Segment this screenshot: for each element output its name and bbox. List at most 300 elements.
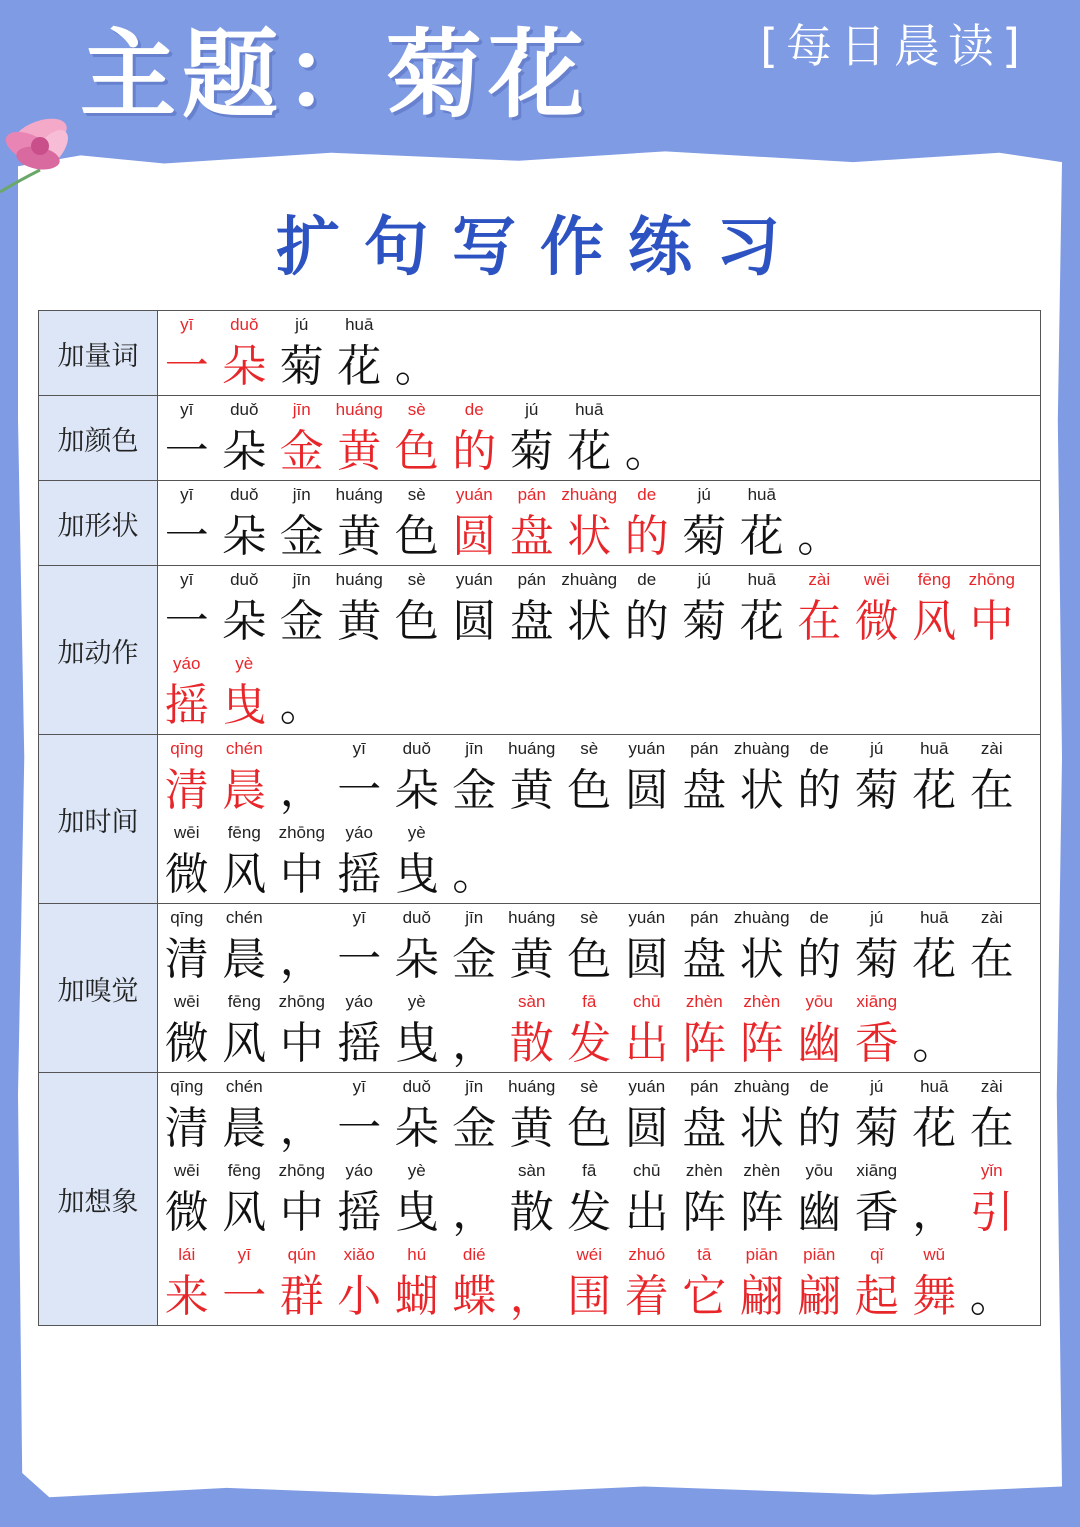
- pinyin: zhèn: [685, 992, 723, 1011]
- hanzi-with-pinyin: [503, 988, 561, 1072]
- pinyin: zhèn: [685, 1161, 723, 1180]
- hanzi: 。: [624, 426, 669, 477]
- pinyin: yōu: [805, 992, 833, 1011]
- hanzi: 色: [567, 1103, 612, 1154]
- hanzi: 菊: [509, 426, 554, 477]
- hanzi-with-pinyin: [503, 481, 561, 565]
- hanzi: 微: [164, 1018, 209, 1069]
- hanzi: 小: [337, 1271, 382, 1322]
- pinyin: tā: [697, 1245, 712, 1264]
- hanzi: 。: [279, 680, 324, 731]
- punctuation: [273, 735, 331, 819]
- hanzi-with-pinyin: [791, 1073, 849, 1157]
- pinyin: [446, 819, 504, 847]
- hanzi: 着: [624, 1271, 669, 1322]
- hanzi: 引: [969, 1187, 1014, 1238]
- pinyin: chén: [225, 908, 263, 927]
- pinyin: yī: [352, 1077, 366, 1096]
- pinyin: yè: [407, 1161, 426, 1180]
- hanzi-with-pinyin: [848, 904, 906, 988]
- expansion-table: [38, 310, 1041, 1326]
- hanzi: 色: [567, 765, 612, 816]
- hanzi-with-pinyin: [216, 1073, 274, 1157]
- pinyin: jú: [870, 739, 884, 758]
- pinyin: xiāng: [856, 992, 898, 1011]
- hanzi: 在: [797, 596, 842, 647]
- hanzi: 微: [164, 849, 209, 900]
- hanzi: 花: [912, 1103, 957, 1154]
- hanzi: 中: [279, 1018, 324, 1069]
- hanzi-with-pinyin: [273, 396, 331, 480]
- punctuation: [906, 1157, 964, 1241]
- pinyin: yáo: [345, 1161, 373, 1180]
- hanzi: 在: [969, 765, 1014, 816]
- hanzi: 散: [509, 1018, 554, 1069]
- punctuation: [446, 1157, 504, 1241]
- hanzi-with-pinyin: [331, 1073, 389, 1157]
- pinyin: huā: [345, 315, 374, 334]
- hanzi: 花: [739, 596, 784, 647]
- hanzi-with-pinyin: [388, 1073, 446, 1157]
- hanzi: 风: [222, 849, 267, 900]
- hanzi: 朵: [222, 426, 267, 477]
- pinyin: pán: [690, 739, 719, 758]
- pinyin: wēi: [863, 570, 890, 589]
- hanzi-with-pinyin: [216, 650, 274, 734]
- pinyin: wēi: [173, 992, 200, 1011]
- pinyin: lái: [178, 1245, 196, 1264]
- hanzi-with-pinyin: [446, 904, 504, 988]
- hanzi: 的: [797, 934, 842, 985]
- hanzi: 色: [394, 511, 439, 562]
- pinyin: fēng: [917, 570, 951, 589]
- hanzi: 蝴: [394, 1271, 439, 1322]
- pinyin: pán: [517, 485, 546, 504]
- pinyin: yī: [180, 485, 194, 504]
- hanzi: 摇: [337, 1018, 382, 1069]
- pinyin: [906, 988, 964, 1016]
- hanzi: 状: [739, 1103, 784, 1154]
- pinyin: sè: [407, 485, 426, 504]
- hanzi: ，: [509, 1271, 554, 1322]
- hanzi-with-pinyin: [561, 1241, 619, 1325]
- pinyin: huáng: [508, 739, 556, 758]
- pinyin: yī: [180, 315, 194, 334]
- hanzi: 金: [279, 596, 324, 647]
- hanzi: 盘: [509, 596, 554, 647]
- sentence-line: [158, 819, 1040, 903]
- hanzi-with-pinyin: [561, 988, 619, 1072]
- hanzi-with-pinyin: [273, 1157, 331, 1241]
- hanzi: 朵: [222, 511, 267, 562]
- hanzi-with-pinyin: [503, 904, 561, 988]
- hanzi-with-pinyin: [503, 735, 561, 819]
- pinyin: qīng: [170, 908, 204, 927]
- hanzi-with-pinyin: [618, 481, 676, 565]
- hanzi: 菊: [854, 1103, 899, 1154]
- pinyin: [273, 650, 331, 678]
- pinyin: zhōng: [278, 1161, 325, 1180]
- hanzi-with-pinyin: [963, 735, 1021, 819]
- pinyin: [963, 1241, 1021, 1269]
- pinyin: fēng: [227, 992, 261, 1011]
- table-row: [39, 735, 1041, 904]
- pinyin: huā: [920, 739, 949, 758]
- pinyin: huáng: [508, 908, 556, 927]
- punctuation: [791, 481, 849, 565]
- hanzi: 摇: [337, 1187, 382, 1238]
- hanzi: 曳: [394, 1187, 439, 1238]
- pinyin: jú: [870, 908, 884, 927]
- hanzi: 一: [164, 511, 209, 562]
- sentence-cell: [158, 1073, 1041, 1326]
- hanzi: 朵: [222, 596, 267, 647]
- hanzi: 清: [164, 765, 209, 816]
- pinyin: xiǎo: [343, 1245, 375, 1264]
- pinyin: qīng: [170, 1077, 204, 1096]
- pinyin: piān: [803, 1245, 836, 1264]
- pinyin: duǒ: [402, 739, 431, 758]
- hanzi-with-pinyin: [733, 735, 791, 819]
- hanzi-with-pinyin: [158, 735, 216, 819]
- hanzi: 围: [567, 1271, 612, 1322]
- pinyin: fēng: [227, 823, 261, 842]
- hanzi: ，: [279, 765, 324, 816]
- hanzi-with-pinyin: [848, 566, 906, 650]
- hanzi: 菊: [682, 596, 727, 647]
- hanzi: 状: [739, 765, 784, 816]
- hanzi: 菊: [682, 511, 727, 562]
- pinyin: yī: [180, 570, 194, 589]
- pinyin: zhuàng: [733, 1077, 790, 1096]
- pinyin: fēng: [227, 1161, 261, 1180]
- pinyin: sè: [407, 400, 426, 419]
- flower-icon: [0, 100, 90, 200]
- hanzi: 清: [164, 1103, 209, 1154]
- hanzi: 一: [164, 426, 209, 477]
- hanzi-with-pinyin: [503, 396, 561, 480]
- hanzi-with-pinyin: [676, 1241, 734, 1325]
- pinyin: sàn: [518, 992, 546, 1011]
- hanzi: 朵: [394, 934, 439, 985]
- table-row: [39, 396, 1041, 481]
- hanzi: 的: [624, 511, 669, 562]
- hanzi-with-pinyin: [676, 566, 734, 650]
- pinyin: pán: [517, 570, 546, 589]
- hanzi-with-pinyin: [733, 1073, 791, 1157]
- pinyin: qǐ: [870, 1245, 884, 1264]
- punctuation: [503, 1241, 561, 1325]
- hanzi: 黄: [509, 765, 554, 816]
- hanzi: 花: [739, 511, 784, 562]
- punctuation: [963, 1241, 1021, 1325]
- hanzi-with-pinyin: [331, 735, 389, 819]
- hanzi: 一: [222, 1271, 267, 1322]
- sentence-line: [158, 481, 1040, 565]
- sentence-line: [158, 566, 1040, 650]
- hanzi: 中: [969, 596, 1014, 647]
- hanzi-with-pinyin: [388, 904, 446, 988]
- pinyin: huā: [920, 1077, 949, 1096]
- hanzi: 来: [164, 1271, 209, 1322]
- hanzi-with-pinyin: [618, 1073, 676, 1157]
- pinyin: zhèn: [743, 1161, 781, 1180]
- pinyin: yuán: [455, 570, 493, 589]
- sentence-line: [158, 311, 1040, 395]
- hanzi-with-pinyin: [791, 735, 849, 819]
- pinyin: de: [637, 485, 657, 504]
- sentence-cell: [158, 481, 1041, 566]
- hanzi: 幽: [797, 1018, 842, 1069]
- sentence-line: [158, 1157, 1040, 1241]
- hanzi: ，: [279, 934, 324, 985]
- pinyin: xiāng: [856, 1161, 898, 1180]
- hanzi-with-pinyin: [331, 396, 389, 480]
- hanzi: 色: [394, 596, 439, 647]
- pinyin: [906, 1157, 964, 1185]
- pinyin: qún: [287, 1245, 316, 1264]
- hanzi-with-pinyin: [733, 1241, 791, 1325]
- hanzi-with-pinyin: [273, 819, 331, 903]
- hanzi: 金: [279, 426, 324, 477]
- hanzi-with-pinyin: [216, 1241, 274, 1325]
- hanzi: ，: [452, 1187, 497, 1238]
- hanzi-with-pinyin: [676, 1157, 734, 1241]
- hanzi-with-pinyin: [906, 1241, 964, 1325]
- hanzi-with-pinyin: [733, 1157, 791, 1241]
- hanzi-with-pinyin: [791, 1241, 849, 1325]
- pinyin: duǒ: [230, 400, 259, 419]
- hanzi-with-pinyin: [388, 1241, 446, 1325]
- hanzi: 翩: [739, 1271, 784, 1322]
- punctuation: [446, 988, 504, 1072]
- hanzi-with-pinyin: [561, 904, 619, 988]
- hanzi: 菊: [854, 765, 899, 816]
- hanzi-with-pinyin: [158, 904, 216, 988]
- hanzi-with-pinyin: [963, 566, 1021, 650]
- hanzi-with-pinyin: [561, 735, 619, 819]
- hanzi: 盘: [509, 511, 554, 562]
- pinyin: duǒ: [402, 908, 431, 927]
- hanzi: 幽: [797, 1187, 842, 1238]
- hanzi: 盘: [682, 934, 727, 985]
- hanzi-with-pinyin: [561, 1073, 619, 1157]
- hanzi: 金: [452, 765, 497, 816]
- pinyin: yuán: [628, 908, 666, 927]
- hanzi-with-pinyin: [848, 1157, 906, 1241]
- hanzi-with-pinyin: [158, 396, 216, 480]
- row-label: 加颜色: [39, 396, 158, 481]
- pinyin: yáo: [345, 823, 373, 842]
- pinyin: zhuó: [628, 1245, 666, 1264]
- hanzi-with-pinyin: [273, 988, 331, 1072]
- hanzi: 菊: [279, 341, 324, 392]
- hanzi: 曳: [394, 1018, 439, 1069]
- pinyin: pán: [690, 1077, 719, 1096]
- pinyin: zhōng: [278, 992, 325, 1011]
- hanzi-with-pinyin: [963, 904, 1021, 988]
- hanzi: 朵: [222, 341, 267, 392]
- hanzi: 的: [452, 426, 497, 477]
- hanzi: 。: [394, 341, 439, 392]
- hanzi-with-pinyin: [503, 1073, 561, 1157]
- row-label: 加量词: [39, 311, 158, 396]
- hanzi-with-pinyin: [273, 311, 331, 395]
- hanzi: 。: [912, 1018, 957, 1069]
- hanzi: 状: [739, 934, 784, 985]
- hanzi-with-pinyin: [331, 904, 389, 988]
- table-row: [39, 566, 1041, 735]
- punctuation: [388, 311, 446, 395]
- pinyin: yè: [407, 992, 426, 1011]
- hanzi: 香: [854, 1187, 899, 1238]
- row-label: 加想象: [39, 1073, 158, 1326]
- sentence-cell: [158, 735, 1041, 904]
- hanzi-with-pinyin: [791, 988, 849, 1072]
- hanzi: 圆: [624, 765, 669, 816]
- pinyin: zhōng: [278, 823, 325, 842]
- hanzi: 朵: [394, 1103, 439, 1154]
- hanzi: 花: [912, 765, 957, 816]
- punctuation: [618, 396, 676, 480]
- pinyin: duǒ: [230, 570, 259, 589]
- hanzi: 一: [337, 765, 382, 816]
- pinyin: jīn: [465, 908, 484, 927]
- hanzi: 黄: [337, 596, 382, 647]
- hanzi: 一: [164, 596, 209, 647]
- pinyin: yáo: [173, 654, 201, 673]
- row-label: 加时间: [39, 735, 158, 904]
- hanzi: 晨: [222, 1103, 267, 1154]
- hanzi: 朵: [394, 765, 439, 816]
- hanzi-with-pinyin: [216, 396, 274, 480]
- hanzi: 发: [567, 1187, 612, 1238]
- row-label: 加动作: [39, 566, 158, 735]
- hanzi: 色: [567, 934, 612, 985]
- hanzi-with-pinyin: [331, 988, 389, 1072]
- hanzi: ，: [279, 1103, 324, 1154]
- hanzi: 清: [164, 934, 209, 985]
- pinyin: yè: [407, 823, 426, 842]
- hanzi-with-pinyin: [446, 396, 504, 480]
- sentence-cell: [158, 904, 1041, 1073]
- row-label: 加嗅觉: [39, 904, 158, 1073]
- pinyin: zhèn: [743, 992, 781, 1011]
- pinyin: sè: [580, 908, 599, 927]
- pinyin: [446, 988, 504, 1016]
- pinyin: huā: [747, 485, 776, 504]
- hanzi-with-pinyin: [331, 311, 389, 395]
- pinyin: zhuàng: [561, 485, 618, 504]
- punctuation: [273, 904, 331, 988]
- hanzi-with-pinyin: [216, 904, 274, 988]
- pinyin: huáng: [335, 485, 383, 504]
- pinyin: zhuàng: [733, 908, 790, 927]
- hanzi-with-pinyin: [273, 566, 331, 650]
- hanzi-with-pinyin: [388, 735, 446, 819]
- sentence-line: [158, 735, 1040, 819]
- hanzi-with-pinyin: [791, 904, 849, 988]
- pinyin: yōu: [805, 1161, 833, 1180]
- pinyin: jú: [295, 315, 309, 334]
- pinyin: wéi: [576, 1245, 602, 1264]
- hanzi-with-pinyin: [733, 566, 791, 650]
- hanzi: 它: [682, 1271, 727, 1322]
- hanzi-with-pinyin: [848, 1241, 906, 1325]
- pinyin: [273, 904, 331, 932]
- hanzi: 舞: [912, 1271, 957, 1322]
- hanzi-with-pinyin: [446, 1073, 504, 1157]
- pinyin: qīng: [170, 739, 204, 758]
- hanzi-with-pinyin: [618, 1241, 676, 1325]
- hanzi-with-pinyin: [158, 650, 216, 734]
- pinyin: jú: [525, 400, 539, 419]
- hanzi: 。: [452, 849, 497, 900]
- pinyin: yǐn: [980, 1161, 1003, 1180]
- hanzi-with-pinyin: [561, 396, 619, 480]
- brand-label: [每日晨读]: [760, 19, 1028, 73]
- pinyin: [273, 1073, 331, 1101]
- pinyin: jīn: [292, 400, 311, 419]
- table-row: [39, 311, 1041, 396]
- hanzi-with-pinyin: [388, 988, 446, 1072]
- hanzi: 散: [509, 1187, 554, 1238]
- table-row: [39, 1073, 1041, 1326]
- hanzi-with-pinyin: [331, 819, 389, 903]
- hanzi: 的: [797, 765, 842, 816]
- pinyin: jú: [697, 485, 711, 504]
- pinyin: pán: [690, 908, 719, 927]
- pinyin: de: [637, 570, 657, 589]
- pinyin: fā: [582, 992, 597, 1011]
- hanzi: 状: [567, 596, 612, 647]
- hanzi: 微: [164, 1187, 209, 1238]
- hanzi: 蝶: [452, 1271, 497, 1322]
- pinyin: zhuàng: [733, 739, 790, 758]
- hanzi-with-pinyin: [158, 819, 216, 903]
- hanzi: 金: [279, 511, 324, 562]
- hanzi-with-pinyin: [446, 566, 504, 650]
- hanzi: 黄: [337, 511, 382, 562]
- hanzi: 。: [969, 1271, 1014, 1322]
- hanzi: 的: [797, 1103, 842, 1154]
- hanzi-with-pinyin: [848, 735, 906, 819]
- pinyin: jú: [870, 1077, 884, 1096]
- pinyin: zài: [980, 739, 1003, 758]
- table-row: [39, 481, 1041, 566]
- hanzi-with-pinyin: [676, 904, 734, 988]
- hanzi-with-pinyin: [561, 566, 619, 650]
- hanzi: 群: [279, 1271, 324, 1322]
- hanzi-with-pinyin: [848, 1073, 906, 1157]
- hanzi-with-pinyin: [216, 819, 274, 903]
- pinyin: jú: [697, 570, 711, 589]
- hanzi: 花: [337, 341, 382, 392]
- pinyin: [446, 1157, 504, 1185]
- pinyin: wēi: [173, 823, 200, 842]
- hanzi: 发: [567, 1018, 612, 1069]
- pinyin: yī: [352, 739, 366, 758]
- pinyin: chū: [633, 992, 661, 1011]
- pinyin: [503, 1241, 561, 1269]
- hanzi: 盘: [682, 765, 727, 816]
- hanzi: 曳: [394, 849, 439, 900]
- pinyin: jīn: [465, 739, 484, 758]
- pinyin: yáo: [345, 992, 373, 1011]
- subtitle: 扩句写作练习: [276, 210, 804, 285]
- hanzi: 晨: [222, 765, 267, 816]
- hanzi-with-pinyin: [158, 988, 216, 1072]
